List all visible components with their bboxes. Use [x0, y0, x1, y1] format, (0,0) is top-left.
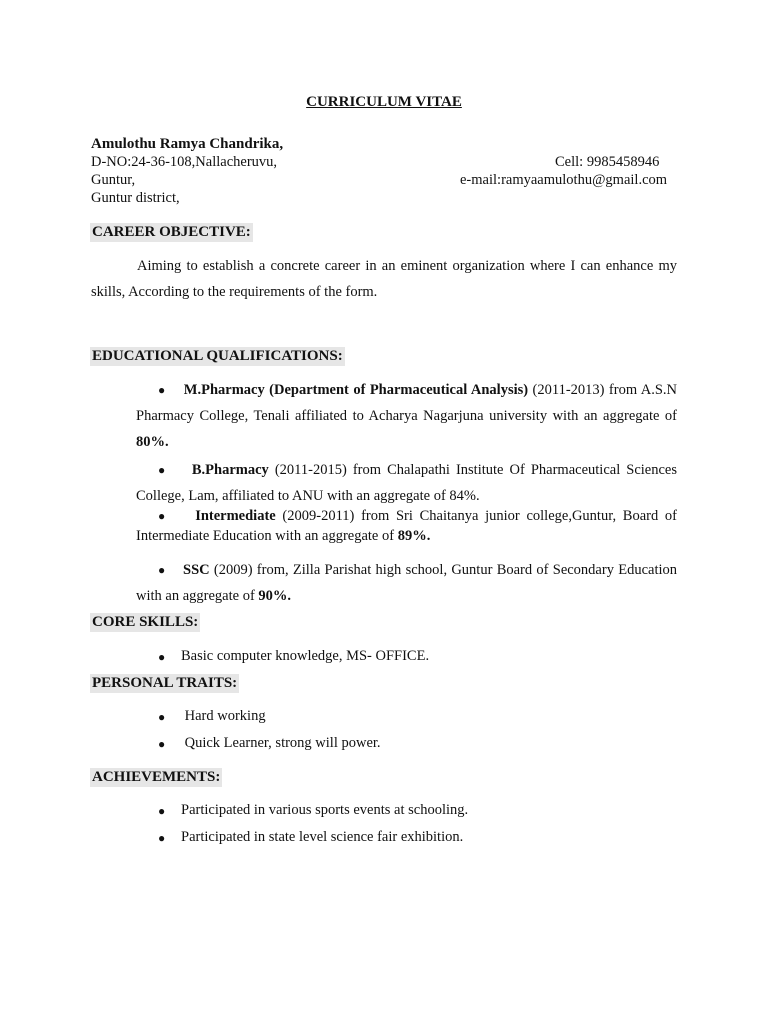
trait-item: Hard working — [181, 708, 266, 724]
education-aggregate: 90%. — [258, 588, 292, 604]
address-line-2: Guntur, — [91, 172, 136, 188]
bullet-icon: ● — [158, 710, 166, 724]
education-aggregate: 80%. — [136, 434, 169, 450]
education-details: (2009) from, Zilla Parishat high school, Guntur Board of Secondary Education with an aggregate of — [136, 562, 678, 604]
education-item-intermediate — [136, 506, 677, 546]
address-line-3: Guntur district, — [91, 190, 180, 206]
bullet-icon: ● — [158, 737, 166, 751]
education-heading: EDUCATIONAL QUALIFICATIONS: — [92, 348, 343, 364]
core-skills-heading: CORE SKILLS: — [92, 614, 199, 630]
education-details: (2011-2015) from Chalapathi Institute Of Pharmaceutical Sciences College, Lam, affiliated to ANU with an aggregate of 84%. — [136, 462, 678, 504]
education-degree: B.Pharmacy — [191, 462, 269, 478]
bullet-icon: ● — [158, 509, 169, 523]
bullet-icon: ● — [158, 383, 167, 397]
education-details: (2011-2013) from A.S.N Pharmacy College, Tenali affiliated to Acharya Nagarjuna university with an aggregate of — [136, 382, 677, 424]
bullet-icon: ● — [158, 804, 166, 818]
cell-number: Cell: 9985458946 — [555, 154, 660, 170]
achievement-item: Participated in various sports events at schooling. — [181, 802, 469, 818]
education-item-mpharm — [136, 377, 677, 455]
education-degree: Intermediate — [195, 508, 276, 524]
education-item-bpharm — [136, 457, 677, 509]
trait-item: Quick Learner, strong will power. — [181, 735, 381, 751]
candidate-name: Amulothu Ramya Chandrika, — [91, 136, 284, 152]
career-objective-heading: CAREER OBJECTIVE: — [92, 224, 251, 240]
core-skill-item: Basic computer knowledge, MS- OFFICE. — [181, 648, 430, 664]
education-degree: M.Pharmacy (Department of Pharmaceutical Analysis) — [183, 382, 529, 398]
bullet-icon: ● — [158, 831, 166, 845]
bullet-icon: ● — [158, 650, 166, 664]
education-aggregate: 89%. — [397, 528, 431, 544]
education-item-ssc — [136, 557, 677, 609]
bullet-icon: ● — [158, 463, 168, 477]
education-degree: SSC — [183, 562, 210, 578]
personal-traits-heading: PERSONAL TRAITS: — [92, 675, 238, 691]
email-address: e-mail:ramyaamulothu@gmail.com — [460, 172, 668, 188]
bullet-icon: ● — [158, 563, 166, 577]
achievement-item: Participated in state level science fair exhibition. — [181, 829, 464, 845]
career-objective-text: Aiming to establish a concrete career in an eminent organization where I can enhance my skills, According to the requirements of the form. — [91, 258, 677, 300]
education-details: (2009-2011) from Sri Chaitanya junior college,Guntur, Board of Intermediate Education with an aggregate of — [136, 508, 678, 544]
address-line-1: D-NO:24-36-108,Nallacheruvu, — [91, 154, 278, 170]
page-title: CURRICULUM VITAE — [306, 94, 462, 110]
achievements-heading: ACHIEVEMENTS: — [92, 769, 221, 785]
